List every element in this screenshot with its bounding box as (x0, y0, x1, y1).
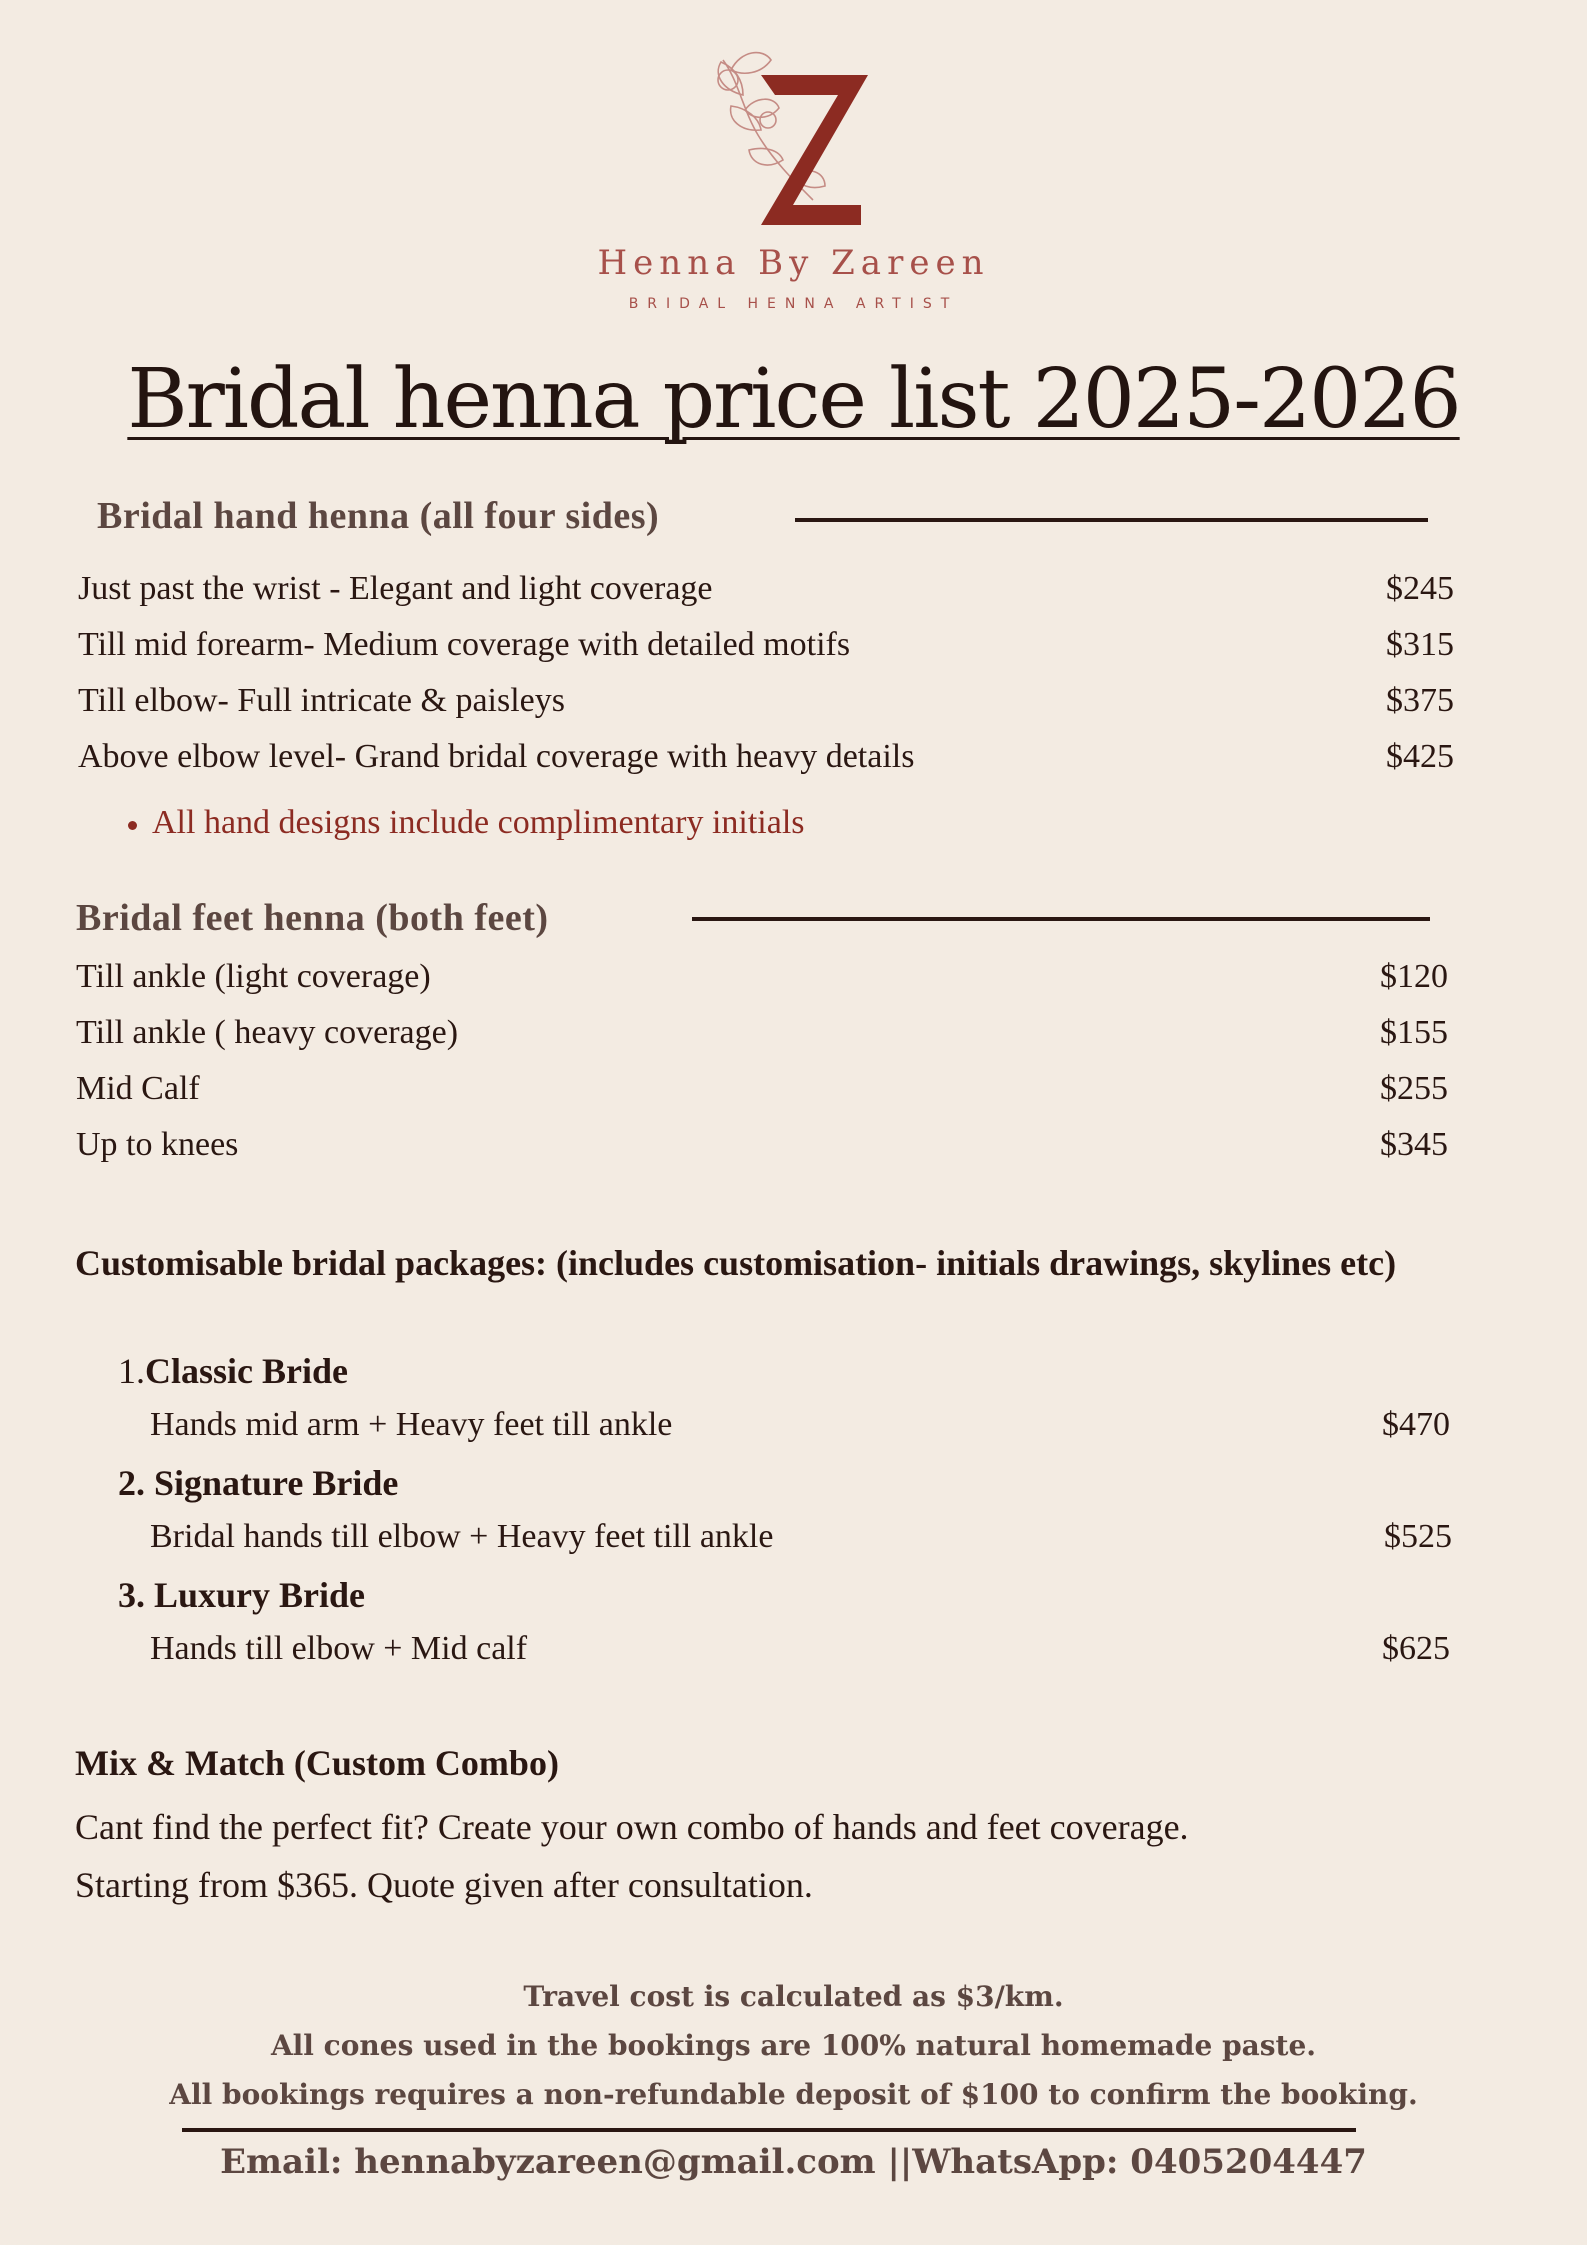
row-price: $155 (1380, 1014, 1448, 1051)
hands-row (78, 682, 1454, 734)
hands-note-text: All hand designs include complimentary initials (152, 804, 805, 841)
row-label: Till mid forearm- Medium coverage with detailed motifs (78, 626, 851, 663)
row-price: $120 (1380, 958, 1448, 995)
feet-heading: Bridal feet henna (both feet) (76, 897, 549, 939)
brand-name: Henna By Zareen (597, 243, 990, 283)
row-label: Till ankle ( heavy coverage) (76, 1014, 459, 1051)
package-row (150, 1630, 1450, 1682)
package-name (118, 1350, 348, 1392)
row-price: $375 (1386, 682, 1454, 719)
logo-block (0, 40, 1587, 320)
row-label: Till ankle (light coverage) (76, 958, 431, 995)
hands-row (78, 570, 1454, 622)
floral-z-logo-icon (683, 40, 903, 240)
packages-heading: Customisable bridal packages: (includes customisation- initials drawings, skylines etc) (75, 1243, 1397, 1283)
package-price: $525 (1384, 1518, 1452, 1555)
hands-note (152, 804, 805, 842)
row-label: Up to knees (76, 1126, 239, 1163)
package-name (118, 1574, 365, 1616)
package-detail: Bridal hands till elbow + Heavy feet till ankle (150, 1518, 774, 1555)
feet-row (76, 958, 1448, 1010)
row-price: $255 (1380, 1070, 1448, 1107)
package-detail: Hands till elbow + Mid calf (150, 1630, 528, 1667)
feet-row (76, 1070, 1448, 1122)
cones-note: All cones used in the bookings are 100% natural homemade paste. (270, 2029, 1317, 2062)
package-price: $470 (1382, 1406, 1450, 1443)
feet-heading-rule (692, 917, 1430, 921)
package-name (118, 1462, 398, 1504)
mix-text (75, 1798, 1525, 1914)
package-number: 2. (118, 1463, 145, 1503)
package-row (150, 1518, 1452, 1570)
hands-heading-rule (795, 518, 1428, 522)
row-price: $425 (1386, 738, 1454, 775)
package-row (150, 1406, 1450, 1458)
mix-line-2: Starting from $365. Quote given after consultation. (75, 1865, 813, 1905)
package-number: 1. (118, 1351, 145, 1391)
mix-line-1: Cant find the perfect fit? Create your own combo of hands and feet coverage. (75, 1807, 1189, 1847)
package-price: $625 (1382, 1630, 1450, 1667)
package-detail: Hands mid arm + Heavy feet till ankle (150, 1406, 673, 1443)
package-title: Signature Bride (154, 1463, 399, 1503)
row-price: $315 (1386, 626, 1454, 663)
brand-tagline: BRIDAL HENNA ARTIST (628, 296, 959, 312)
hands-row (78, 626, 1454, 678)
page-title: Bridal henna price list 2025-2026 (127, 352, 1460, 447)
row-price: $245 (1386, 570, 1454, 607)
bullet-icon (128, 821, 137, 830)
row-label: Mid Calf (76, 1070, 200, 1107)
feet-row (76, 1014, 1448, 1066)
package-title: Luxury Bride (154, 1575, 366, 1615)
feet-row (76, 1126, 1448, 1178)
package-number: 3. (118, 1575, 145, 1615)
hands-heading: Bridal hand henna (all four sides) (97, 495, 660, 537)
row-label: Till elbow- Full intricate & paisleys (78, 682, 565, 719)
travel-note: Travel cost is calculated as $3/km. (523, 1980, 1064, 2013)
row-label: Above elbow level- Grand bridal coverage with heavy details (78, 738, 915, 775)
mix-heading: Mix & Match (Custom Combo) (75, 1743, 559, 1783)
row-price: $345 (1380, 1126, 1448, 1163)
row-label: Just past the wrist - Elegant and light coverage (78, 570, 713, 607)
deposit-note: All bookings requires a non-refundable deposit of $100 to confirm the booking. (169, 2078, 1418, 2111)
package-title: Classic Bride (145, 1351, 348, 1391)
contact-info: Email: hennabyzareen@gmail.com ||WhatsApp: 0405204447 (220, 2142, 1367, 2182)
hands-row (78, 738, 1454, 790)
footer-rule (182, 2128, 1356, 2132)
